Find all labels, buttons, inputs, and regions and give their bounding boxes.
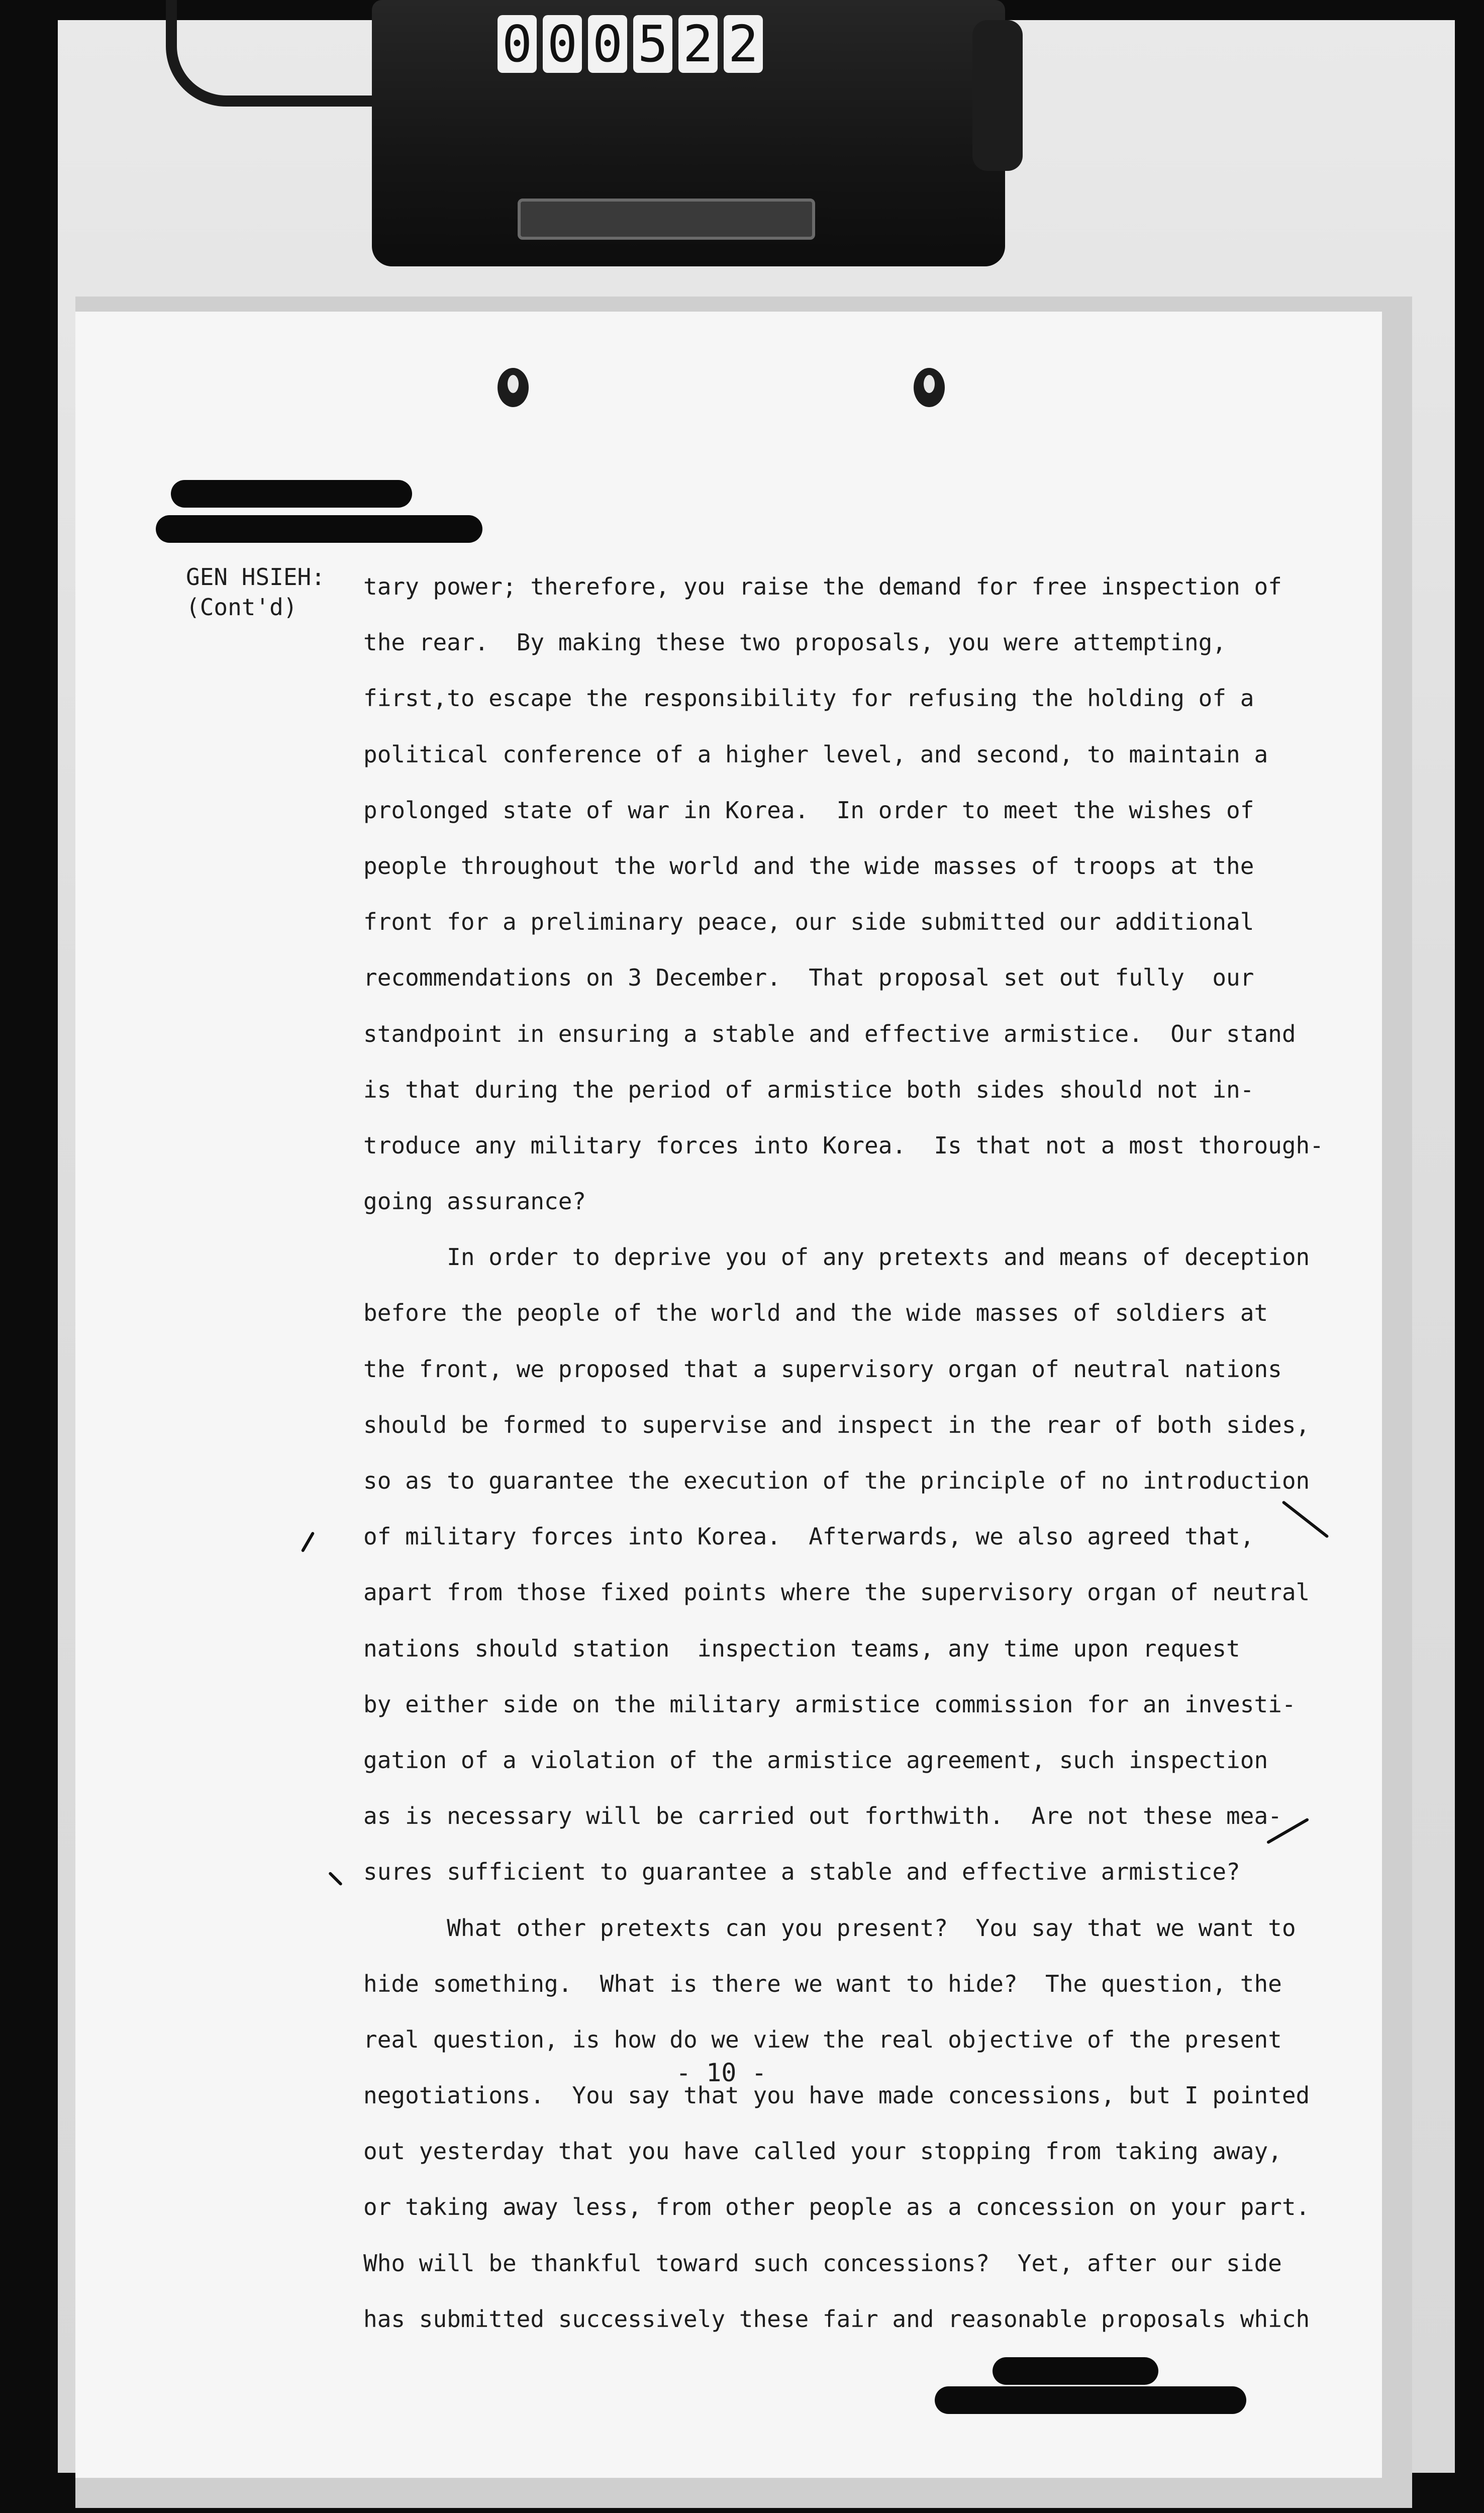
counter-digit: 0: [543, 15, 582, 73]
counter-digit: 2: [678, 15, 718, 73]
classification-redaction-top-second: [156, 515, 482, 543]
text-line: or taking away less, from other people as a concession on your part.: [363, 2193, 1310, 2221]
text-line: the rear. By making these two proposals, you were attempting,: [363, 629, 1227, 656]
text-line: In order to deprive you of any pretexts and means of deception: [363, 1243, 1310, 1271]
text-line: gation of a violation of the armistice agreement, such inspection: [363, 1746, 1268, 1774]
speaker-continued: (Cont'd): [186, 594, 298, 621]
text-line: out yesterday that you have called your stopping from taking away,: [363, 2138, 1282, 2165]
text-line: the front, we proposed that a supervisory organ of neutral nations: [363, 1355, 1282, 1383]
page-number: - 10 -: [676, 2058, 767, 2087]
text-line: should be formed to supervise and inspect in the rear of both sides,: [363, 1411, 1310, 1438]
text-line: troduce any military forces into Korea. Is that not a most thorough-: [363, 1131, 1324, 1159]
text-line: standpoint in ensuring a stable and effective armistice. Our stand: [363, 1020, 1296, 1047]
text-line: is that during the period of armistice both sides should not in-: [363, 1076, 1254, 1103]
text-line: people throughout the world and the wide masses of troops at the: [363, 852, 1254, 880]
text-line: going assurance?: [363, 1188, 586, 1215]
classification-redaction-bottom-second: [935, 2386, 1246, 2414]
text-line: political conference of a higher level, and second, to maintain a: [363, 740, 1268, 768]
text-line: front for a preliminary peace, our side submitted our additional: [363, 908, 1254, 936]
counter-knob: [972, 20, 1023, 171]
punch-hole-right: [914, 368, 945, 407]
text-line: has submitted successively these fair and reasonable proposals which: [363, 2305, 1310, 2333]
text-line: What other pretexts can you present? You say that we want to: [363, 1914, 1296, 1942]
classification-redaction-top: [171, 480, 412, 508]
speaker-name: GEN HSIEH:: [186, 563, 325, 591]
punch-hole-left: [498, 368, 529, 407]
frame-counter-digits: [498, 15, 763, 73]
classification-redaction-bottom: [993, 2357, 1158, 2385]
speaker-label: [186, 562, 325, 622]
text-line: tary power; therefore, you raise the demand for free inspection of: [363, 573, 1282, 600]
margin-check-mark: [301, 1531, 315, 1553]
text-line: sures sufficient to guarantee a stable and effective armistice?: [363, 1858, 1240, 1886]
text-line: of military forces into Korea. Afterwards, we also agreed that,: [363, 1523, 1254, 1551]
text-line: first,to escape the responsibility for refusing the holding of a: [363, 685, 1254, 712]
body-text: [363, 559, 1348, 2347]
text-line: hide something. What is there we want to hide? The question, the: [363, 1970, 1282, 1997]
text-line: negotiations. You say that you have made concessions, but I pointed: [363, 2082, 1310, 2109]
margin-check-mark: [328, 1872, 343, 1886]
text-line: nations should station inspection teams, any time upon request: [363, 1634, 1240, 1662]
counter-nameplate: [518, 199, 815, 240]
text-line: by either side on the military armistice commission for an investi-: [363, 1690, 1296, 1718]
text-line: as is necessary will be carried out forthwith. Are not these mea-: [363, 1802, 1282, 1830]
counter-digit: 0: [498, 15, 537, 73]
text-line: before the people of the world and the wide masses of soldiers at: [363, 1299, 1268, 1327]
text-line: prolonged state of war in Korea. In order to meet the wishes of: [363, 796, 1254, 824]
counter-digit: 0: [588, 15, 627, 73]
text-line: recommendations on 3 December. That proposal set out fully our: [363, 964, 1254, 992]
text-line: Who will be thankful toward such concessions? Yet, after our side: [363, 2249, 1282, 2277]
text-line: real question, is how do we view the real objective of the present: [363, 2025, 1282, 2053]
text-line: so as to guarantee the execution of the principle of no introduction: [363, 1467, 1310, 1494]
counter-digit: 5: [633, 15, 672, 73]
text-line: apart from those fixed points where the supervisory organ of neutral: [363, 1579, 1310, 1606]
counter-digit: 2: [724, 15, 763, 73]
